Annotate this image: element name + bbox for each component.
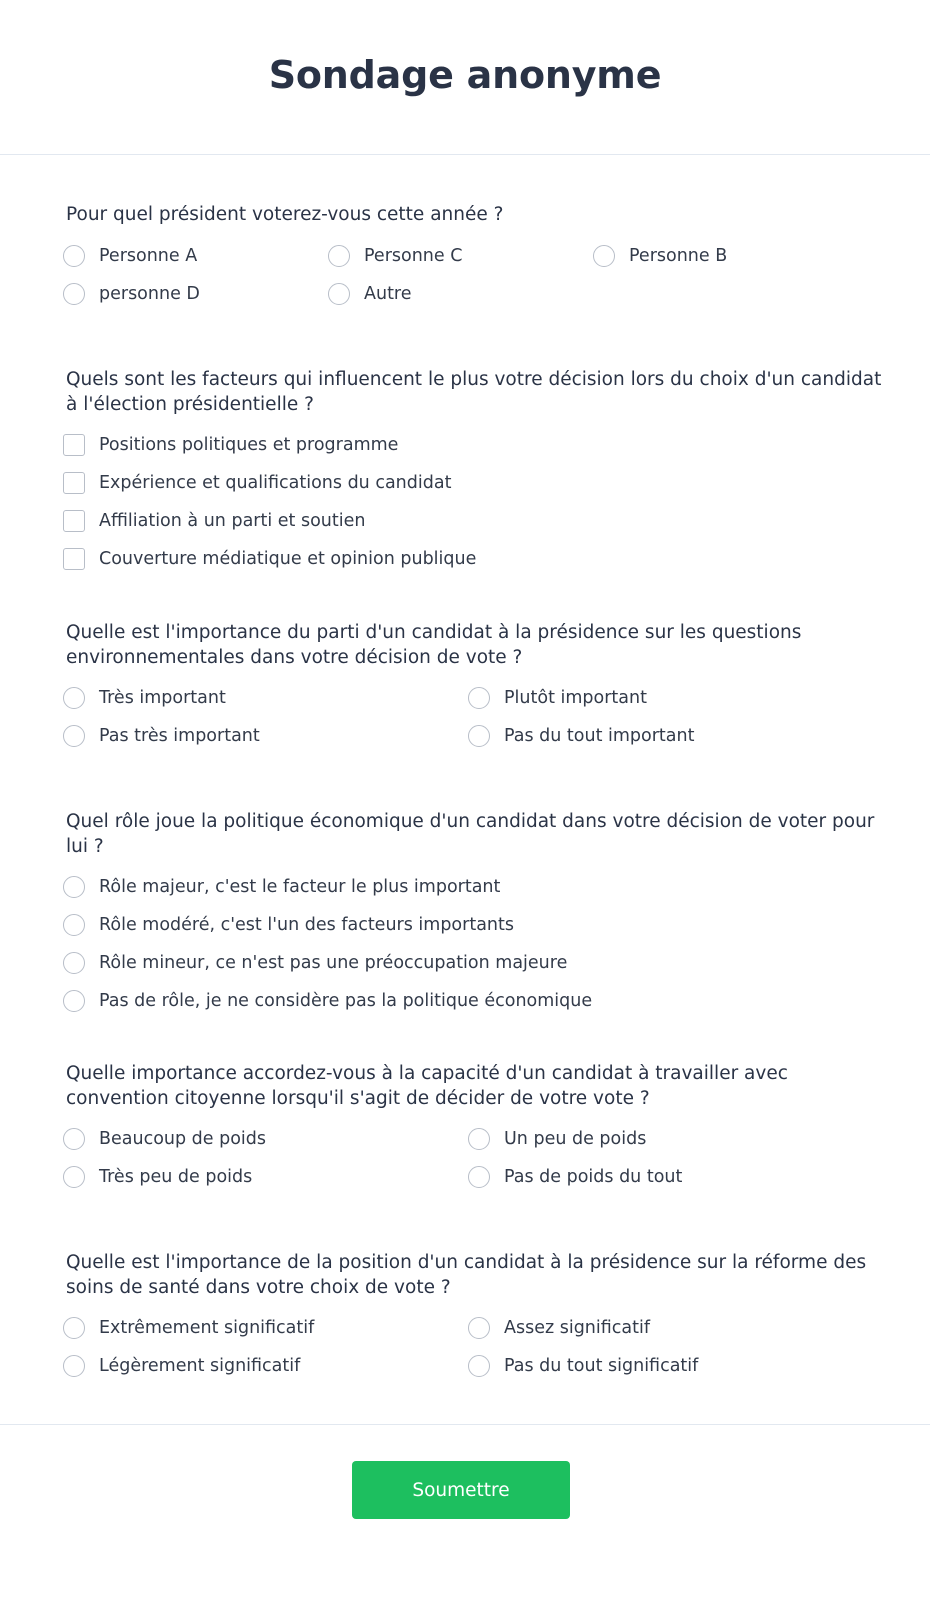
radio-button[interactable] <box>63 952 85 974</box>
checkbox[interactable] <box>63 510 85 532</box>
radio-button[interactable] <box>593 245 615 267</box>
question-5 <box>66 1061 886 1191</box>
radio-button[interactable] <box>63 990 85 1012</box>
option-personne-d[interactable]: personne D <box>66 280 331 308</box>
option-pas-de-role[interactable]: Pas de rôle, je ne considère pas la politique économique <box>66 987 886 1015</box>
option-pas-de-poids[interactable]: Pas de poids du tout <box>471 1163 876 1191</box>
question-3 <box>66 620 886 750</box>
page-title: Sondage anonyme <box>268 52 662 97</box>
radio-button[interactable] <box>63 876 85 898</box>
option-un-peu-de-poids[interactable]: Un peu de poids <box>471 1125 876 1153</box>
option-plutot-important[interactable]: Plutôt important <box>471 684 876 712</box>
question-4 <box>66 809 886 1015</box>
radio-button[interactable] <box>468 1166 490 1188</box>
question-6 <box>66 1250 886 1380</box>
option-pas-du-tout-important[interactable]: Pas du tout important <box>471 722 876 750</box>
option-role-modere[interactable]: Rôle modéré, c'est l'un des facteurs importants <box>66 911 886 939</box>
question-title: Quelle importance accordez-vous à la capacité d'un candidat à travailler avec convention citoyenne lorsqu'il s'agit de décider de votre vote ? <box>66 1063 788 1109</box>
radio-button[interactable] <box>468 687 490 709</box>
option-affiliation[interactable]: Affiliation à un parti et soutien <box>66 507 886 535</box>
option-tres-important[interactable]: Très important <box>66 684 471 712</box>
question-1 <box>66 202 886 308</box>
option-couverture-mediatique[interactable]: Couverture médiatique et opinion publique <box>66 545 886 573</box>
footer-divider <box>0 1424 930 1425</box>
option-legerement-significatif[interactable]: Légèrement significatif <box>66 1352 471 1380</box>
option-extremement-significatif[interactable]: Extrêmement significatif <box>66 1314 471 1342</box>
option-personne-b[interactable]: Personne B <box>596 242 861 270</box>
question-title: Quelle est l'importance de la position d'un candidat à la présidence sur la réforme des soins de santé dans votre choix de vote ? <box>66 1252 867 1298</box>
radio-button[interactable] <box>63 1128 85 1150</box>
radio-button[interactable] <box>63 1317 85 1339</box>
radio-button[interactable] <box>63 914 85 936</box>
question-title: Quel rôle joue la politique économique d'un candidat dans votre décision de voter pour lui ? <box>66 811 875 857</box>
option-pas-tres-important[interactable]: Pas très important <box>66 722 471 750</box>
option-personne-c[interactable]: Personne C <box>331 242 596 270</box>
question-title: Pour quel président voterez-vous cette année ? <box>66 204 504 225</box>
radio-button[interactable] <box>328 245 350 267</box>
radio-button[interactable] <box>468 1128 490 1150</box>
radio-button[interactable] <box>468 1355 490 1377</box>
radio-button[interactable] <box>63 725 85 747</box>
page-header <box>0 0 930 155</box>
option-role-majeur[interactable]: Rôle majeur, c'est le facteur le plus important <box>66 873 886 901</box>
radio-button[interactable] <box>63 687 85 709</box>
option-autre[interactable]: Autre <box>331 280 596 308</box>
radio-button[interactable] <box>468 1317 490 1339</box>
checkbox[interactable] <box>63 548 85 570</box>
radio-button[interactable] <box>63 245 85 267</box>
option-role-mineur[interactable]: Rôle mineur, ce n'est pas une préoccupation majeure <box>66 949 886 977</box>
option-pas-du-tout-significatif[interactable]: Pas du tout significatif <box>471 1352 876 1380</box>
radio-button[interactable] <box>63 283 85 305</box>
option-experience[interactable]: Expérience et qualifications du candidat <box>66 469 886 497</box>
option-tres-peu-de-poids[interactable]: Très peu de poids <box>66 1163 471 1191</box>
question-title: Quels sont les facteurs qui influencent le plus votre décision lors du choix d'un candidat à l'élection présidentielle ? <box>66 369 882 415</box>
option-personne-a[interactable]: Personne A <box>66 242 331 270</box>
question-title: Quelle est l'importance du parti d'un candidat à la présidence sur les questions environnementales dans votre décision de vote ? <box>66 622 802 668</box>
radio-button[interactable] <box>63 1355 85 1377</box>
question-2 <box>66 367 886 573</box>
option-positions-politiques[interactable]: Positions politiques et programme <box>66 431 886 459</box>
radio-button[interactable] <box>63 1166 85 1188</box>
radio-button[interactable] <box>328 283 350 305</box>
checkbox[interactable] <box>63 434 85 456</box>
radio-button[interactable] <box>468 725 490 747</box>
checkbox[interactable] <box>63 472 85 494</box>
option-beaucoup-de-poids[interactable]: Beaucoup de poids <box>66 1125 471 1153</box>
option-assez-significatif[interactable]: Assez significatif <box>471 1314 876 1342</box>
submit-button[interactable]: Soumettre <box>352 1461 570 1519</box>
